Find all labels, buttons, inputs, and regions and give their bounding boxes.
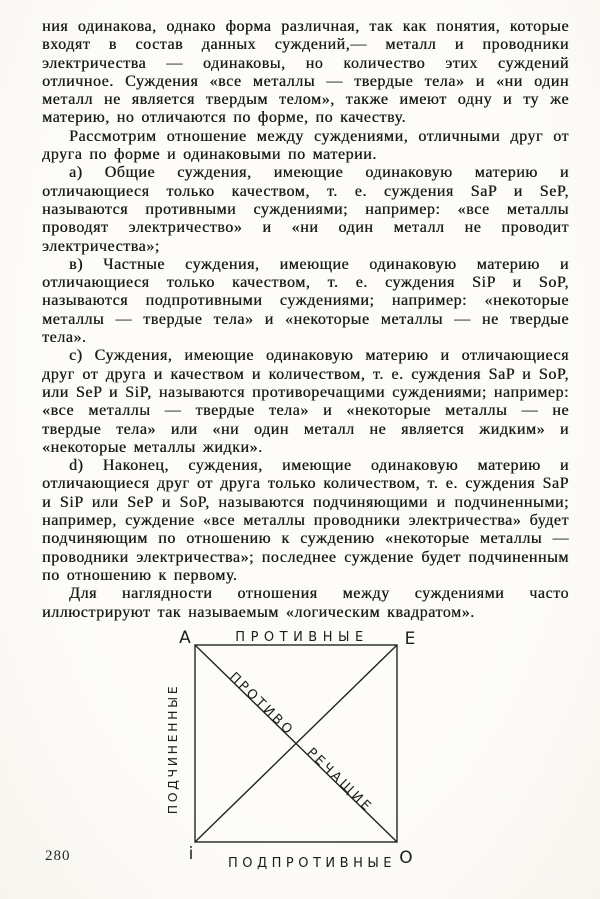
corner-label-a: А [179,628,191,648]
paragraph-intro: Рассмотрим отношение между суждениями, отличными друг от друга по форме и одинаковыми по материи. [42,127,569,164]
bottom-edge-label-subcontrary: ПОДПРОТИВНЫЕ [227,856,397,871]
body-text [42,18,569,622]
paragraph-continuation: ния одинакова, однако форма различная, так как понятия, которые входят в состав данных суждений,— металл и проводники электричества — одинаковы, но количество этих суждений отличное. Суждения «все металлы — твердые тела» и «ни один металл не является твердым телом», также имеют одну и ту же материю, но отличаются по форме, по качеству. [42,18,569,127]
logical-square-diagram [147,627,457,879]
paragraph-item-d: d) Наконец, суждения, имеющие одинаковую материю и отличающиеся друг от друга только количеством, т. е. суждения SaP и SiP или SeP и SoP, называются подчиняющими и подчиненными; например, суждение «все металлы проводники электричества» будет подчиняющим по отношению к суждению «некоторые металлы — проводники электричества»; последнее суждение будет подчиненным по отношению к первому. [42,457,569,584]
paragraph-item-a: а) Общие суждения, имеющие одинаковую материю и отличающиеся только качеством, т. е. суждения SaP и SeP, называются противными суждениями; например: «все металлы проводят электричество» и «ни один металл не проводит электричества»; [42,164,569,255]
page-number: 280 [45,848,71,864]
paragraph-square-intro: Для наглядности отношения между суждениями часто иллюстрируют так называемым «логическим квадратом». [42,585,569,621]
diagonal-label-contradictory-lower: РЕЧАЩИЕ [303,745,376,816]
left-edge-label-subordinate: ПОДЧИНЕННЫЕ [165,683,180,815]
corner-label-e: Е [404,629,416,649]
paragraph-item-c: с) Суждения, имеющие одинаковую материю и отличающиеся друг от друга и качеством и количеством, т. е. суждения SaP и SoP, или SeP и SiP, называются противоречащими суждениями; например: «все металлы — твердые тела» и «некоторые металлы — не твердые тела» или «ни один металл не является жидким» и «некоторые металлы жидки». [42,347,569,456]
diagonal-label-contradictory-upper: ПРОТИВО [226,669,297,740]
corner-label-o: О [399,848,413,868]
paragraph-item-b: в) Частные суждения, имеющие одинаковую материю и отличающиеся только качеством, т. е. суждения SiP и SoP, называются подпротивными суждениями; например: «некоторые металлы — твердые тела» и «некоторые металлы — не твердые тела». [42,255,569,347]
top-edge-label-contrary: ПРОТИВНЫЕ [235,630,369,645]
corner-label-i: i [188,844,194,864]
